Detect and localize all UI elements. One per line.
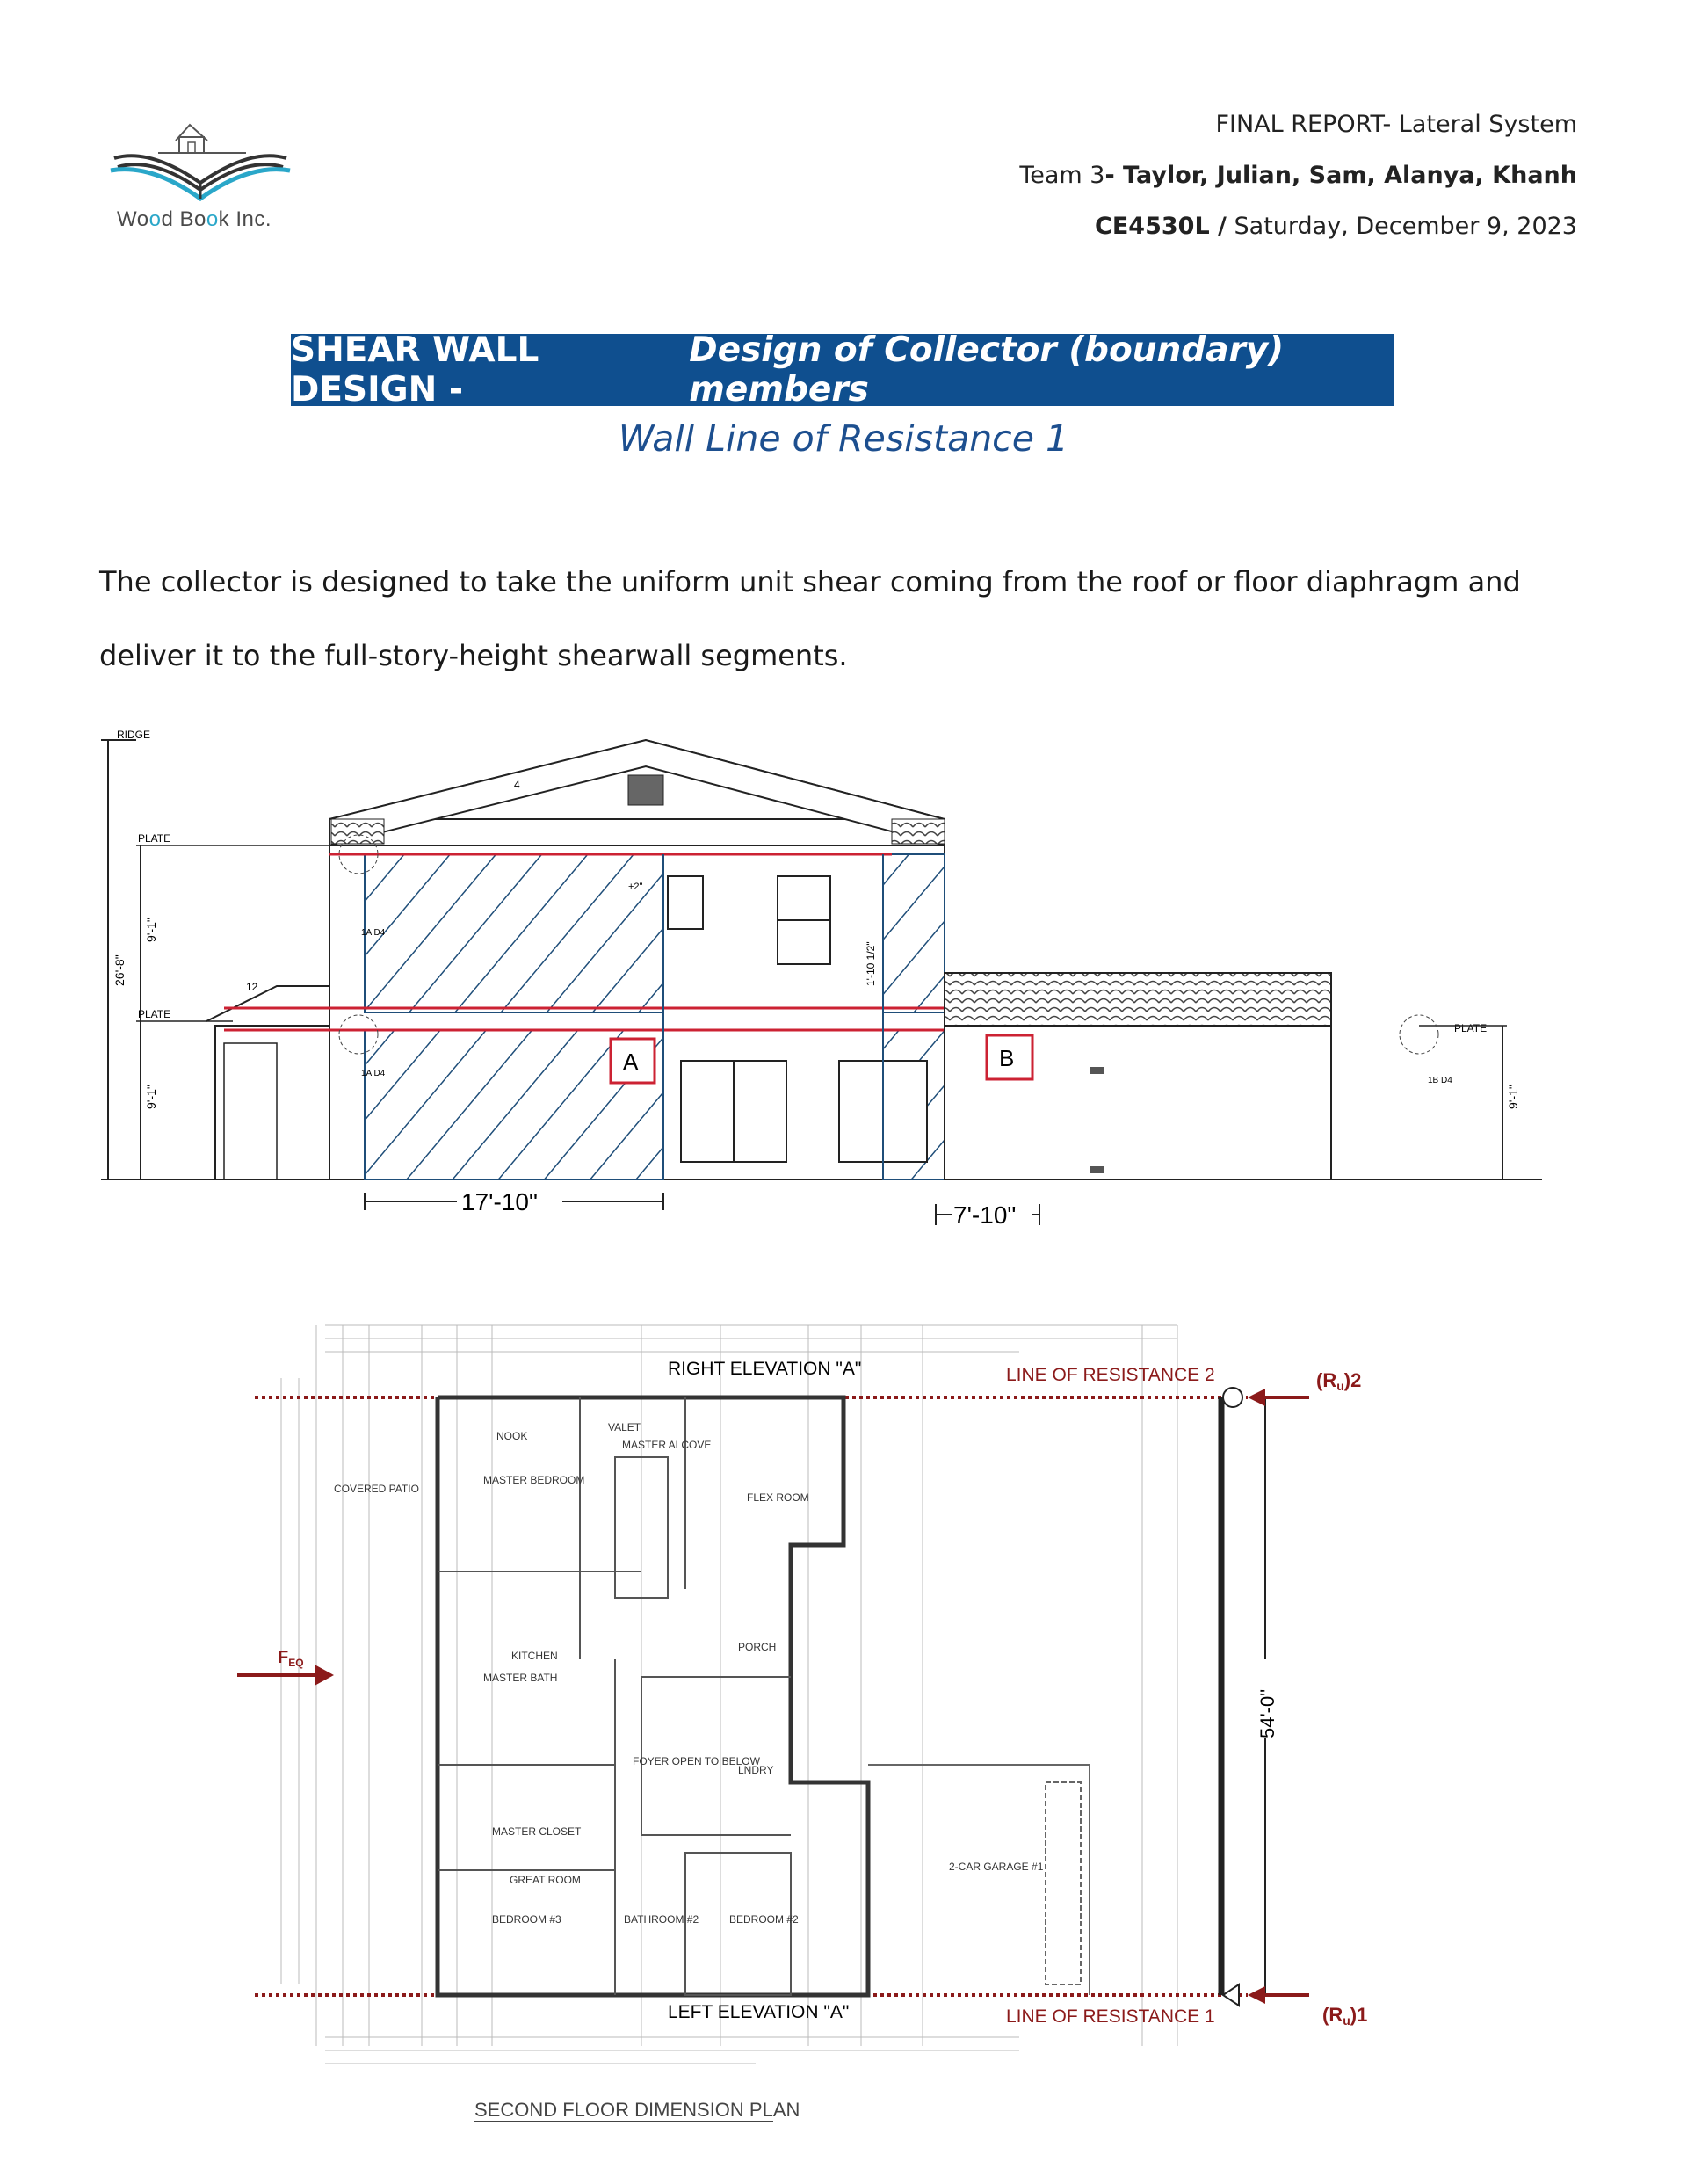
- section-subtitle: Wall Line of Resistance 1: [618, 417, 1069, 460]
- report-title: FINAL REPORT- Lateral System: [1215, 111, 1577, 138]
- plan-caption: SECOND FLOOR DIMENSION PLAN: [474, 2099, 800, 2121]
- pin-support-icon: [1223, 1984, 1239, 2006]
- room-label: MASTER BATH: [483, 1672, 558, 1684]
- dim-right-label: 7'-10": [953, 1201, 1017, 1229]
- earthquake-force-arrow-icon: [315, 1665, 334, 1686]
- elevation-drawing: [101, 722, 1542, 1232]
- window-dim-label: 1'-10 1/2": [865, 941, 877, 986]
- room-label: MASTER CLOSET: [492, 1825, 582, 1838]
- room-label: MASTER ALCOVE: [622, 1439, 712, 1451]
- floor-plan-drawing: [228, 1308, 1388, 2156]
- room-label: KITCHEN: [511, 1650, 558, 1662]
- pitch-run-label: 12: [246, 981, 258, 993]
- room-label: PORCH: [738, 1641, 777, 1653]
- plate-upper-label: PLATE: [138, 832, 171, 845]
- room-label: BEDROOM #3: [492, 1913, 561, 1926]
- detail-3-label: 1B D4: [1428, 1076, 1452, 1085]
- room-label: NOOK: [496, 1430, 528, 1442]
- book-house-icon: [105, 105, 299, 211]
- room-label: MASTER BEDROOM: [483, 1474, 585, 1486]
- body-paragraph: The collector is designed to take the uniform unit shear coming from the roof or floor diaphragm and deliver it to the full-story-height shearwall segments.: [99, 565, 1521, 672]
- room-label: BEDROOM #2: [729, 1913, 799, 1926]
- team-line: Team 3- Taylor, Julian, Sam, Alanya, Khanh: [1019, 162, 1577, 189]
- reaction-1-label: (Ru)1: [1322, 2004, 1368, 2028]
- room-label: COVERED PATIO: [334, 1483, 419, 1495]
- room-label: 2-CAR GARAGE #1: [949, 1861, 1044, 1873]
- height-upper-label: 9'-1": [144, 918, 158, 942]
- ridge-label: RIDGE: [117, 729, 151, 741]
- room-label: VALET: [608, 1421, 641, 1433]
- dim-54-label: 54'-0": [1256, 1688, 1278, 1738]
- height-lower-label: 9'-1": [144, 1085, 158, 1109]
- room-label: GREAT ROOM: [510, 1874, 581, 1886]
- reaction-2-arrow-icon: [1248, 1389, 1265, 1406]
- company-name: Wood Book Inc.: [117, 207, 272, 231]
- line-of-resistance-1-label: LINE OF RESISTANCE 1: [1006, 2006, 1215, 2027]
- roller-support-icon: [1223, 1388, 1242, 1407]
- height-right-label: 9'-1": [1506, 1085, 1520, 1109]
- reaction-1-arrow-icon: [1248, 1986, 1265, 2004]
- room-label: FLEX ROOM: [747, 1491, 809, 1504]
- section-title: SHEAR WALL DESIGN - Design of Collector (boundary) members: [291, 334, 1394, 406]
- line-of-resistance-2-label: LINE OF RESISTANCE 2: [1006, 1365, 1215, 1385]
- height-total-label: 26'-8": [112, 954, 127, 986]
- left-elevation-label: LEFT ELEVATION "A": [668, 2002, 850, 2022]
- collector-a-label: A: [623, 1048, 639, 1075]
- detail-2-label: 1A D4: [361, 1069, 386, 1078]
- clearance-label: +2": [628, 882, 643, 892]
- feq-label: $F_{EQ}$: [278, 1648, 304, 1669]
- room-label: LNDRY: [738, 1764, 774, 1776]
- plate-right-label: PLATE: [1454, 1022, 1488, 1034]
- reaction-2-label: (Ru)2: [1316, 1369, 1362, 1393]
- plate-lower-label: PLATE: [138, 1008, 171, 1020]
- room-label: FOYER OPEN TO BELOW: [633, 1755, 760, 1767]
- collector-b-label: B: [999, 1045, 1015, 1071]
- detail-1-label: 1A D4: [361, 928, 386, 938]
- pitch-rise-label: 4: [514, 779, 520, 791]
- right-elevation-label: RIGHT ELEVATION "A": [668, 1359, 862, 1379]
- dim-left-label: 17'-10": [461, 1188, 538, 1215]
- course-date-line: CE4530L / Saturday, December 9, 2023: [1095, 213, 1577, 240]
- room-label: BATHROOM #2: [624, 1913, 699, 1926]
